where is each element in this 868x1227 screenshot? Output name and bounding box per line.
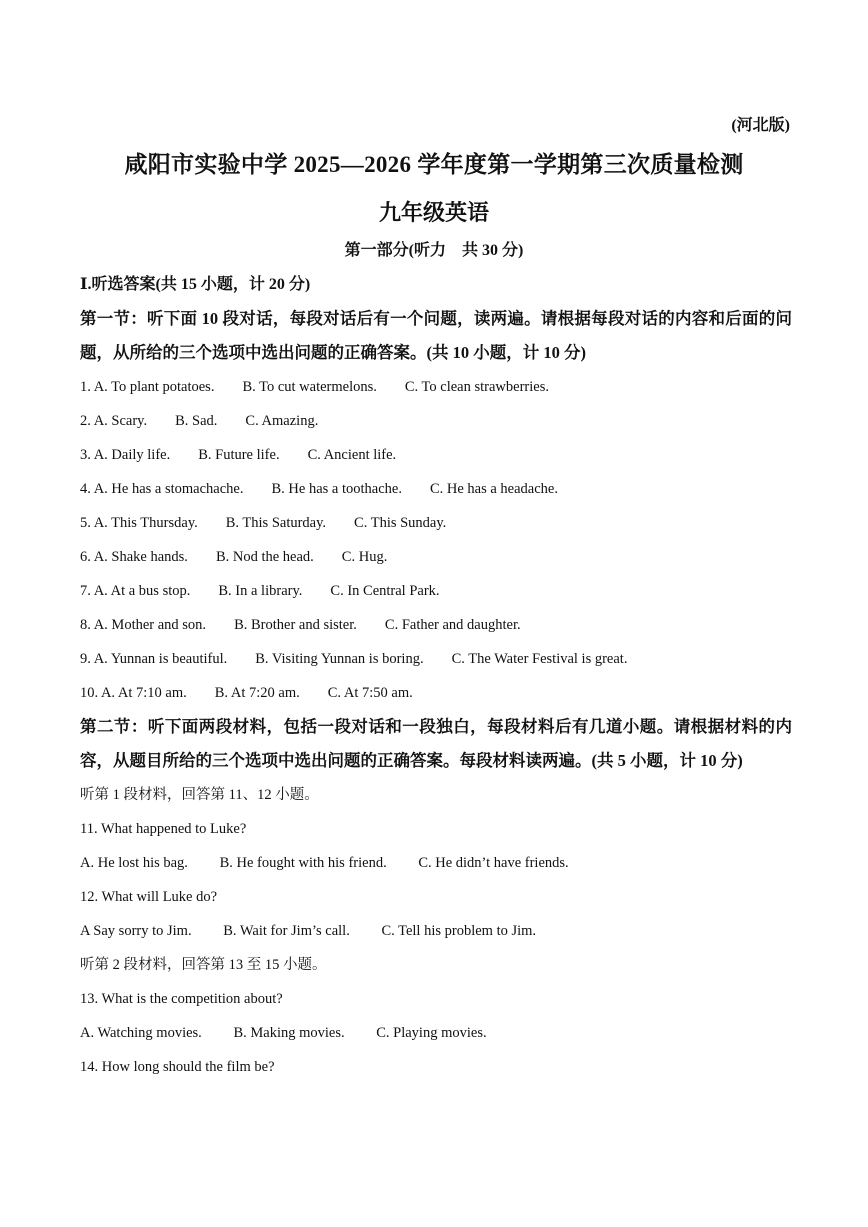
question-14: 14. How long should the film be? (80, 1059, 275, 1075)
question-row (80, 608, 792, 642)
question-row (80, 370, 792, 404)
exam-content (80, 268, 792, 1084)
question-12: 12. What will Luke do? (80, 889, 218, 905)
option: C. He didn’t have friends. (418, 855, 569, 871)
option: B. Future life. (198, 447, 280, 463)
material-1-note: 听第 1 段材料，回答第 11、12 小题。 (80, 787, 319, 803)
question-row (80, 642, 792, 676)
option: A. He lost his bag. (80, 855, 188, 871)
question-row (80, 404, 792, 438)
part-heading: 第一部分(听力 共 30 分) (344, 242, 524, 259)
option: C. In Central Park. (330, 583, 440, 599)
sub-section-1-instructions: 第一节：听下面 10 段对话，每段对话后有一个问题，读两遍。请根据每段对话的内容和后面的问题，从所给的三个选项中选出问题的正确答案。(共 10 小题，计 10 分) (80, 309, 792, 362)
option: B. At 7:20 am. (214, 685, 300, 701)
exam-subject: 九年级英语 (378, 200, 489, 225)
option: B. Making movies. (233, 1025, 345, 1041)
option: C. Playing movies. (376, 1025, 487, 1041)
option: B. Visiting Yunnan is boring. (255, 651, 424, 667)
option: C. He has a headache. (429, 481, 558, 497)
section-heading: Ⅰ.听选答案(共 15 小题，计 20 分) (80, 276, 311, 293)
sub-section-2-instructions: 第二节：听下面两段材料，包括一段对话和一段独白，每段材料后有几道小题。请根据材料的内容，从题目所给的三个选项中选出问题的正确答案。每段材料读两遍。(共 5 小题，计 10 分) (80, 717, 792, 770)
question-list (80, 370, 792, 710)
option: 1. A. To plant potatoes. (80, 379, 215, 395)
option: C. This Sunday. (354, 515, 447, 531)
question-13: 13. What is the competition about? (80, 991, 283, 1007)
option: B. In a library. (218, 583, 303, 599)
question-11: 11. What happened to Luke? (80, 821, 247, 837)
question-row (80, 506, 792, 540)
option: 7. A. At a bus stop. (80, 583, 191, 599)
question-11-options (80, 846, 792, 880)
option: A Say sorry to Jim. (80, 923, 192, 939)
option: 10. A. At 7:10 am. (80, 685, 187, 701)
question-12-options (80, 914, 792, 948)
option: 3. A. Daily life. (80, 447, 171, 463)
exam-title: 咸阳市实验中学 2025—2026 学年度第一学期第三次质量检测 (124, 152, 744, 177)
option: B. He has a toothache. (271, 481, 402, 497)
option: A. Watching movies. (80, 1025, 202, 1041)
question-row (80, 472, 792, 506)
option: B. Nod the head. (215, 549, 314, 565)
option: C. To clean strawberries. (404, 379, 549, 395)
option: 9. A. Yunnan is beautiful. (80, 651, 228, 667)
question-row (80, 676, 792, 710)
question-row (80, 438, 792, 472)
option: C. Father and daughter. (384, 617, 521, 633)
option: B. Sad. (175, 413, 218, 429)
question-row (80, 574, 792, 608)
option: B. To cut watermelons. (242, 379, 377, 395)
option: C. Tell his problem to Jim. (381, 923, 537, 939)
option: C. Amazing. (245, 413, 319, 429)
option: C. Ancient life. (307, 447, 397, 463)
option: B. Brother and sister. (234, 617, 357, 633)
question-row (80, 540, 792, 574)
option: 8. A. Mother and son. (80, 617, 207, 633)
option: C. Hug. (341, 549, 388, 565)
edition-label: (河北版) (731, 117, 790, 134)
option: B. This Saturday. (225, 515, 327, 531)
option: C. The Water Festival is great. (451, 651, 628, 667)
material-2-note: 听第 2 段材料，回答第 13 至 15 小题。 (80, 957, 327, 973)
question-13-options (80, 1016, 792, 1050)
option: B. He fought with his friend. (219, 855, 387, 871)
option: B. Wait for Jim’s call. (223, 923, 350, 939)
option: 6. A. Shake hands. (80, 549, 188, 565)
option: 2. A. Scary. (80, 413, 148, 429)
option: C. At 7:50 am. (327, 685, 413, 701)
option: 5. A. This Thursday. (80, 515, 198, 531)
option: 4. A. He has a stomachache. (80, 481, 244, 497)
